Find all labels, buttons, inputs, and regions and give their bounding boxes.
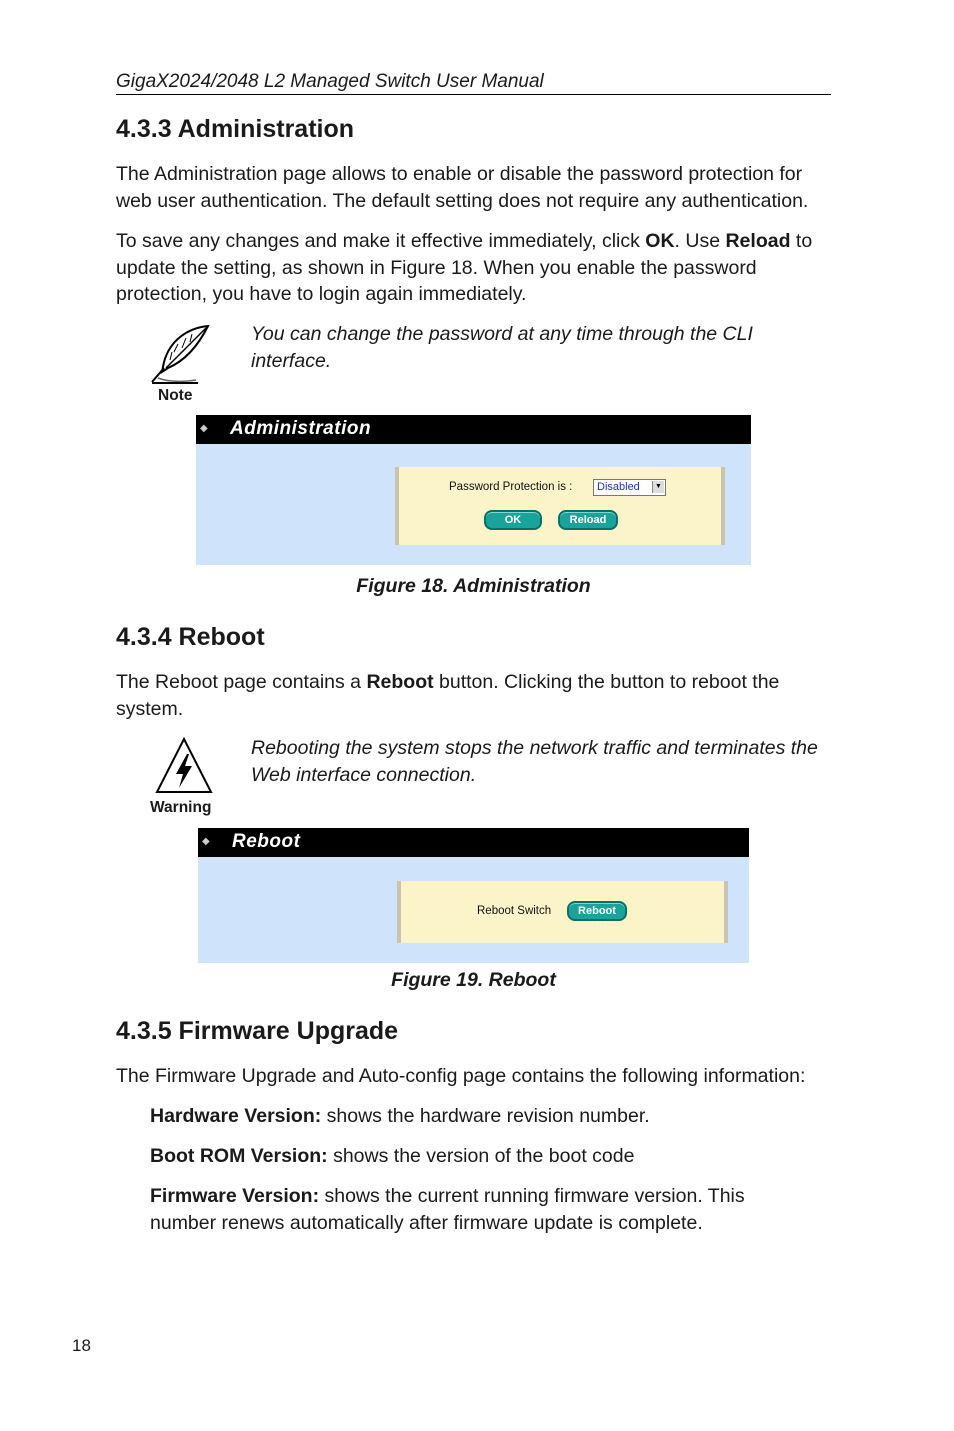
figure-18-caption: Figure 18. Administration [356,575,591,597]
list-item-boot-rom-version: Boot ROM Version: shows the version of the boot code [150,1145,635,1167]
figure-19-caption: Figure 19. Reboot [391,969,556,991]
note-label: Note [158,387,193,404]
admin-paragraph-2: To save any changes and make it effective immediately, click OK. Use Reload to update the setting, as shown in Figure 18. When you enable the password protection, you have to login again immediately. [116,230,813,305]
bar-bullet-icon: ◆ [200,423,208,434]
list-item-hardware-version: Hardware Version: shows the hardware revision number. [150,1105,650,1127]
firmware-intro: The Firmware Upgrade and Auto-config page contains the following information: [116,1065,806,1087]
password-protection-select[interactable] [593,479,666,496]
admin-panel [395,467,725,545]
reload-button[interactable]: Reload [558,510,618,530]
warning-icon [154,736,214,796]
bar-bullet-icon: ◆ [202,836,210,847]
figure-reboot-screenshot [198,828,749,963]
list-item-firmware-version: Firmware Version: shows the current running firmware version. This number renews automatically after firmware update is complete. [150,1185,745,1234]
heading-reboot: 4.3.4 Reboot [116,623,265,651]
admin-bar-title: Administration [230,418,372,439]
reboot-panel [397,881,728,943]
note-text: You can change the password at any time through the CLI interface. [251,323,753,372]
admin-title-bar [196,415,751,444]
warning-label: Warning [150,799,212,816]
ok-button[interactable]: OK [484,510,542,530]
reboot-button[interactable]: Reboot [567,901,627,921]
heading-administration: 4.3.3 Administration [116,115,355,143]
reboot-switch-label: Reboot Switch [477,905,552,917]
running-header: GigaX2024/2048 L2 Managed Switch User Manual [116,70,831,95]
figure-administration-screenshot [196,415,751,565]
select-value: Disabled [597,481,640,493]
reboot-title-bar [198,828,749,857]
heading-firmware-upgrade: 4.3.5 Firmware Upgrade [116,1017,399,1045]
reboot-bar-title: Reboot [232,831,301,852]
admin-paragraph-1: The Administration page allows to enable or disable the password protection for web user authentication. The default setting does not require any authentication. [116,163,809,212]
warning-text: Rebooting the system stops the network traffic and terminates the Web interface connection. [251,737,818,786]
page-number: 18 [72,1336,91,1355]
chevron-down-icon[interactable]: ▼ [652,481,664,493]
note-feather-icon [148,322,212,386]
password-protection-label: Password Protection is : [449,481,573,493]
reboot-paragraph: The Reboot page contains a Reboot button. Clicking the button to reboot the system. [116,671,780,720]
